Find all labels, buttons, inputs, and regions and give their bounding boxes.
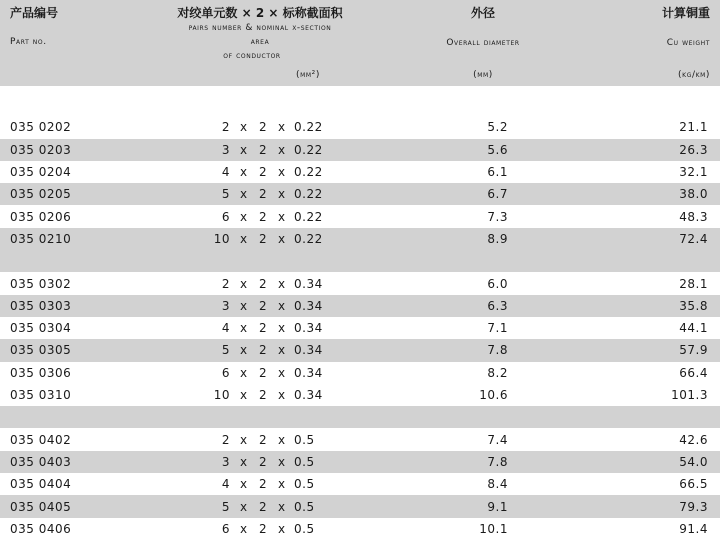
times-sign: x — [278, 477, 286, 492]
overall-diameter-cell: 6.7 — [487, 187, 508, 202]
pairs-cell: 3 — [221, 142, 230, 157]
cu-weight-cell: 72.4 — [679, 231, 708, 246]
part-no-cell: 035 0405 — [10, 499, 72, 514]
table-row — [0, 473, 720, 495]
area-cell: 0.22 — [294, 165, 323, 180]
times-sign: x — [278, 276, 286, 291]
pairs-cell: 4 — [221, 477, 230, 492]
pairs-cell: 3 — [221, 454, 230, 469]
part-no-cell: 035 0306 — [10, 365, 72, 380]
cu-header-cn: 计算铜重 — [661, 6, 710, 20]
overall-diameter-cell: 9.1 — [487, 499, 508, 514]
part-no-cell: 035 0303 — [10, 298, 72, 313]
times-sign: x — [240, 321, 248, 336]
pairs-cell: 6 — [221, 209, 230, 224]
overall-diameter-cell: 6.1 — [487, 165, 508, 180]
table-row — [0, 116, 720, 138]
overall-diameter-cell: 7.1 — [487, 321, 508, 336]
overall-diameter-cell: 7.3 — [487, 209, 508, 224]
times-sign: x — [240, 298, 248, 313]
table-row — [0, 206, 720, 228]
part-no-cell: 035 0404 — [10, 477, 72, 492]
overall-diameter-cell: 8.4 — [487, 477, 508, 492]
pairs-cell: 2 — [221, 120, 230, 135]
times-sign: x — [240, 477, 248, 492]
times-sign: x — [240, 365, 248, 380]
pairs-cell: 4 — [221, 165, 230, 180]
od-header-en: Overall diameter — [446, 38, 520, 48]
part-no-cell: 035 0205 — [10, 187, 72, 202]
times-sign: x — [240, 142, 248, 157]
pair-count-cell: 2 — [259, 388, 268, 403]
od-header-cn: 外径 — [470, 6, 496, 20]
pair-count-cell: 2 — [259, 454, 268, 469]
times-sign: x — [240, 187, 248, 202]
table-row — [0, 429, 720, 451]
times-sign: x — [278, 187, 286, 202]
pairs-cell: 2 — [221, 276, 230, 291]
cu-header-unit: (kg/km) — [678, 70, 710, 80]
part-no-header-cn: 产品编号 — [10, 6, 59, 20]
times-sign: x — [240, 276, 248, 291]
overall-diameter-cell: 5.2 — [487, 120, 508, 135]
part-no-cell: 035 0206 — [10, 209, 72, 224]
pairs-cell: 3 — [221, 298, 230, 313]
pair-count-cell: 2 — [259, 187, 268, 202]
pairs-cell: 5 — [221, 499, 230, 514]
pair-count-cell: 2 — [259, 120, 268, 135]
times-sign: x — [278, 231, 286, 246]
cu-weight-cell: 54.0 — [679, 454, 708, 469]
part-no-cell: 035 0403 — [10, 454, 72, 469]
cu-weight-cell: 66.5 — [679, 477, 708, 492]
cu-weight-cell: 66.4 — [679, 365, 708, 380]
times-sign: x — [278, 209, 286, 224]
table-row — [0, 183, 720, 205]
pairs-cell: 4 — [221, 321, 230, 336]
part-no-cell: 035 0304 — [10, 321, 72, 336]
group-spacer-row — [0, 250, 720, 272]
pairs-cell: 6 — [221, 521, 230, 536]
overall-diameter-cell: 6.0 — [487, 276, 508, 291]
pair-count-cell: 2 — [259, 209, 268, 224]
overall-diameter-cell: 8.2 — [487, 365, 508, 380]
pair-count-cell: 2 — [259, 321, 268, 336]
cu-weight-cell: 48.3 — [679, 209, 708, 224]
pair-count-cell: 2 — [259, 142, 268, 157]
pairs-header-en-1: pairs number & nominal x-section — [188, 23, 332, 33]
times-sign: x — [240, 209, 248, 224]
part-no-header-en: Part no. — [10, 37, 47, 47]
table-row — [0, 451, 720, 473]
area-cell: 0.22 — [294, 209, 323, 224]
area-cell: 0.22 — [294, 120, 323, 135]
table-row — [0, 518, 720, 540]
part-no-cell: 035 0305 — [10, 343, 72, 358]
area-cell: 0.34 — [294, 298, 323, 313]
times-sign: x — [278, 499, 286, 514]
overall-diameter-cell: 7.4 — [487, 432, 508, 447]
od-header-unit: (mm) — [473, 70, 493, 80]
overall-diameter-cell: 8.9 — [487, 231, 508, 246]
times-sign: x — [240, 343, 248, 358]
table-row — [0, 161, 720, 183]
cu-weight-cell: 42.6 — [679, 432, 708, 447]
part-no-cell: 035 0202 — [10, 120, 72, 135]
times-sign: x — [278, 165, 286, 180]
area-cell: 0.22 — [294, 187, 323, 202]
cu-weight-cell: 101.3 — [671, 388, 708, 403]
cu-weight-cell: 35.8 — [679, 298, 708, 313]
times-sign: x — [278, 388, 286, 403]
group-spacer-row — [0, 406, 720, 428]
table-row — [0, 384, 720, 406]
area-cell: 0.34 — [294, 343, 323, 358]
table-row — [0, 272, 720, 294]
pairs-cell: 10 — [213, 231, 230, 246]
pairs-cell: 5 — [221, 343, 230, 358]
area-cell: 0.5 — [294, 499, 315, 514]
times-sign: x — [240, 454, 248, 469]
pairs-cell: 10 — [213, 388, 230, 403]
area-cell: 0.22 — [294, 142, 323, 157]
times-sign: x — [240, 120, 248, 135]
table-row — [0, 495, 720, 517]
times-sign: x — [240, 165, 248, 180]
cu-weight-cell: 26.3 — [679, 142, 708, 157]
part-no-cell: 035 0302 — [10, 276, 72, 291]
times-sign: x — [278, 298, 286, 313]
pair-count-cell: 2 — [259, 298, 268, 313]
pair-count-cell: 2 — [259, 276, 268, 291]
pair-count-cell: 2 — [259, 343, 268, 358]
pair-count-cell: 2 — [259, 231, 268, 246]
table-row — [0, 228, 720, 250]
area-cell: 0.34 — [294, 321, 323, 336]
part-no-cell: 035 0406 — [10, 521, 72, 536]
area-cell: 0.5 — [294, 521, 315, 536]
area-cell: 0.5 — [294, 432, 315, 447]
times-sign: x — [278, 321, 286, 336]
cu-header-en: Cu weight — [666, 38, 710, 48]
area-cell: 0.5 — [294, 454, 315, 469]
pair-count-cell: 2 — [259, 477, 268, 492]
pairs-header-cn: 对绞单元数 × 2 × 标称截面积 — [177, 6, 343, 20]
table-row — [0, 362, 720, 384]
pair-count-cell: 2 — [259, 432, 268, 447]
overall-diameter-cell: 7.8 — [487, 343, 508, 358]
overall-diameter-cell: 6.3 — [487, 298, 508, 313]
overall-diameter-cell: 5.6 — [487, 142, 508, 157]
pairs-cell: 6 — [221, 365, 230, 380]
cu-weight-cell: 32.1 — [679, 165, 708, 180]
pairs-header-unit: (mm²) — [296, 70, 320, 80]
cu-weight-cell: 21.1 — [679, 120, 708, 135]
times-sign: x — [278, 120, 286, 135]
cu-weight-cell: 91.4 — [679, 521, 708, 536]
overall-diameter-cell: 10.1 — [479, 521, 508, 536]
times-sign: x — [278, 142, 286, 157]
group-spacer-row — [0, 94, 720, 116]
pair-count-cell: 2 — [259, 165, 268, 180]
times-sign: x — [240, 388, 248, 403]
times-sign: x — [278, 432, 286, 447]
cu-weight-cell: 28.1 — [679, 276, 708, 291]
times-sign: x — [278, 343, 286, 358]
area-cell: 0.34 — [294, 276, 323, 291]
area-cell: 0.22 — [294, 231, 323, 246]
part-no-cell: 035 0210 — [10, 231, 72, 246]
area-cell: 0.34 — [294, 365, 323, 380]
overall-diameter-cell: 7.8 — [487, 454, 508, 469]
times-sign: x — [240, 432, 248, 447]
cu-weight-cell: 57.9 — [679, 343, 708, 358]
times-sign: x — [278, 521, 286, 536]
cu-weight-cell: 44.1 — [679, 321, 708, 336]
pairs-header-en-2: area — [250, 37, 270, 47]
area-cell: 0.5 — [294, 477, 315, 492]
cu-weight-cell: 38.0 — [679, 187, 708, 202]
pair-count-cell: 2 — [259, 521, 268, 536]
times-sign: x — [240, 499, 248, 514]
pairs-header-en-3: of conductor — [223, 51, 281, 61]
part-no-cell: 035 0203 — [10, 142, 72, 157]
cu-weight-cell: 79.3 — [679, 499, 708, 514]
part-no-cell: 035 0204 — [10, 165, 72, 180]
pair-count-cell: 2 — [259, 499, 268, 514]
times-sign: x — [278, 454, 286, 469]
times-sign: x — [240, 521, 248, 536]
times-sign: x — [278, 365, 286, 380]
part-no-cell: 035 0402 — [10, 432, 72, 447]
pairs-cell: 2 — [221, 432, 230, 447]
table-header — [0, 0, 720, 86]
area-cell: 0.34 — [294, 388, 323, 403]
part-no-cell: 035 0310 — [10, 388, 72, 403]
table-row — [0, 139, 720, 161]
pairs-cell: 5 — [221, 187, 230, 202]
times-sign: x — [240, 231, 248, 246]
table-row — [0, 339, 720, 361]
overall-diameter-cell: 10.6 — [479, 388, 508, 403]
table-row — [0, 317, 720, 339]
pair-count-cell: 2 — [259, 365, 268, 380]
table-row — [0, 295, 720, 317]
